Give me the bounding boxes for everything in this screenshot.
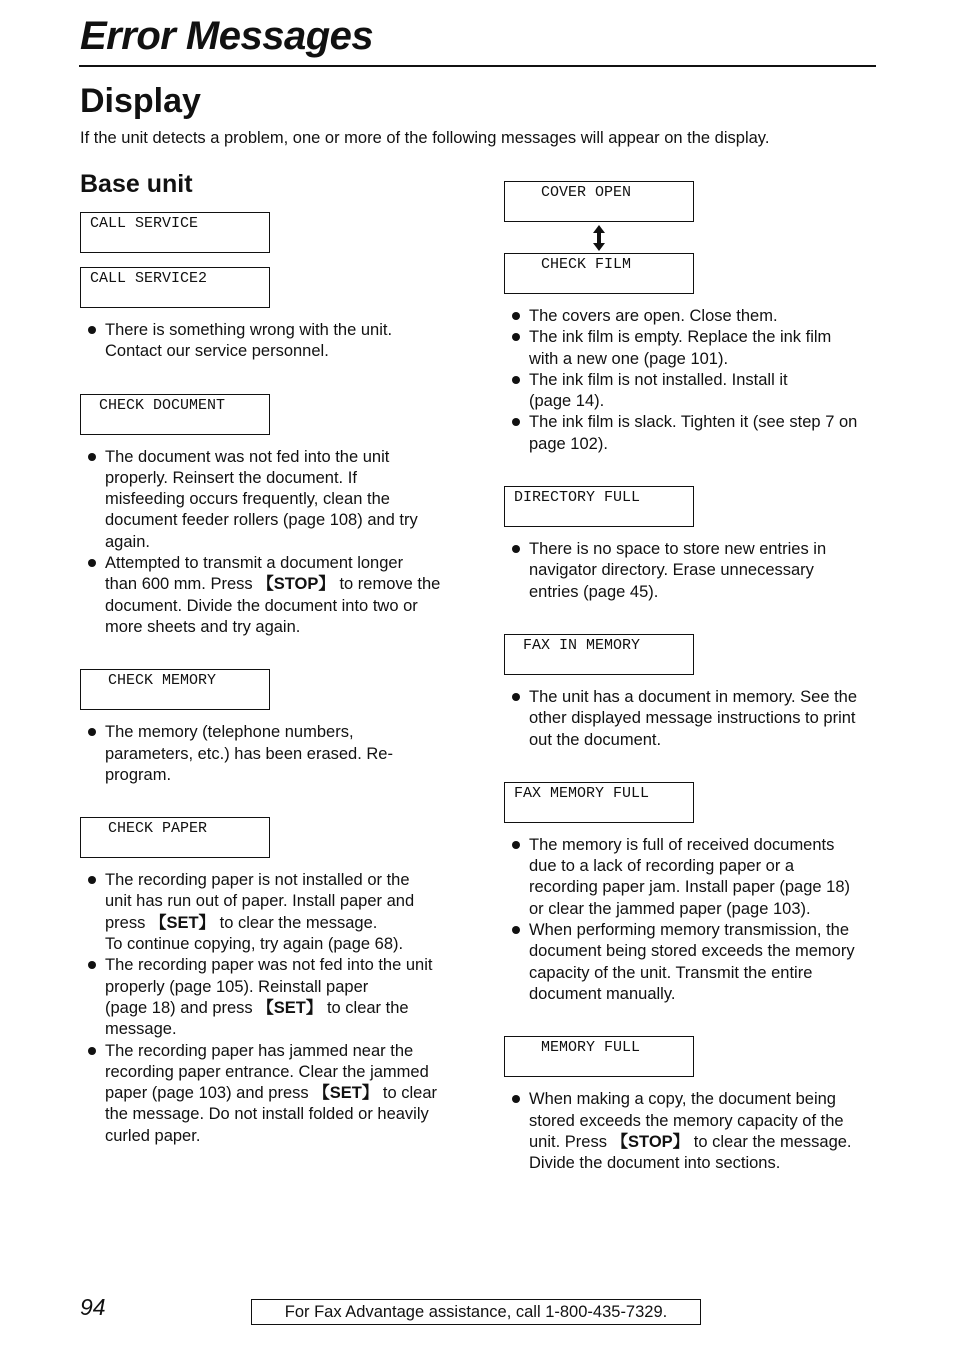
lcd-fax-memory-full: FAX MEMORY FULL bbox=[504, 782, 694, 823]
text-line: program. bbox=[105, 765, 172, 784]
text-line: The unit has a document in memory. See the bbox=[529, 687, 858, 706]
text-line: unit has run out of paper. Install paper and bbox=[105, 892, 415, 911]
text-line: or clear the jammed paper (page 103). bbox=[529, 899, 811, 918]
check-paper-list bbox=[80, 870, 452, 1147]
text-line: To continue copying, try again (page 68). bbox=[105, 935, 404, 954]
text-line bbox=[529, 1132, 880, 1153]
fax-in-memory-list bbox=[504, 687, 880, 751]
subsection-title: Base unit bbox=[80, 170, 193, 198]
list-item bbox=[504, 920, 880, 1005]
text-run: (page 18) and press bbox=[105, 998, 258, 1017]
stop-key-label: 【STOP】 bbox=[257, 575, 335, 594]
text-line: The ink film is slack. Tighten it (see step 7 on bbox=[529, 413, 858, 432]
list-item bbox=[80, 553, 452, 638]
text-line: There is something wrong with the unit. bbox=[105, 321, 393, 339]
text-line: the message. Do not install folded or heavily bbox=[105, 1105, 429, 1124]
list-item bbox=[80, 722, 452, 786]
text-line: other displayed message instructions to print bbox=[529, 709, 856, 728]
list-item bbox=[80, 870, 452, 955]
lcd-check-film: CHECK FILM bbox=[504, 253, 694, 294]
list-item bbox=[504, 1089, 880, 1174]
lcd-check-paper: CHECK PAPER bbox=[80, 817, 270, 858]
text-run: than 600 mm. Press bbox=[105, 575, 258, 594]
text-line: The recording paper was not fed into the unit bbox=[105, 956, 433, 975]
list-item bbox=[504, 539, 880, 603]
text-line: parameters, etc.) has been erased. Re- bbox=[105, 744, 393, 763]
text-line: Divide the document into sections. bbox=[529, 1154, 781, 1173]
text-line: The ink film is not installed. Install it bbox=[529, 370, 788, 389]
title-rule bbox=[79, 65, 876, 67]
text-line: capacity of the unit. Transmit the entire bbox=[529, 963, 813, 982]
text-line bbox=[105, 1083, 452, 1104]
text-line: message. bbox=[105, 1020, 177, 1039]
text-line: recording paper entrance. Clear the jammed bbox=[105, 1062, 429, 1081]
text-line bbox=[105, 574, 452, 595]
lcd-check-document: CHECK DOCUMENT bbox=[80, 394, 270, 435]
text-line: properly (page 105). Reinstall paper bbox=[105, 977, 369, 996]
text-run: to clear the message. bbox=[215, 913, 378, 932]
page-number: 94 bbox=[80, 1294, 106, 1320]
stop-key-label: 【STOP】 bbox=[611, 1132, 690, 1151]
text-line: recording paper jam. Install paper (page 18) bbox=[529, 878, 851, 897]
text-line: due to a lack of recording paper or a bbox=[529, 857, 795, 876]
text-run: to remove the bbox=[334, 575, 441, 594]
text-line: The memory is full of received documents bbox=[529, 835, 835, 854]
text-line bbox=[105, 913, 452, 934]
text-line: with a new one (page 101). bbox=[529, 349, 729, 368]
section-title: Display bbox=[80, 82, 201, 120]
text-line: The recording paper has jammed near the bbox=[105, 1041, 414, 1060]
text-line: misfeeding occurs frequently, clean the bbox=[105, 490, 390, 509]
check-document-list bbox=[80, 447, 452, 639]
list-item bbox=[504, 370, 880, 413]
call-service-list bbox=[80, 320, 452, 363]
directory-full-list bbox=[504, 539, 880, 603]
intro-text: If the unit detects a problem, one or more of the following messages will appear on the display. bbox=[80, 129, 770, 147]
text-line: document. Divide the document into two or bbox=[105, 596, 418, 615]
text-line: document manually. bbox=[529, 984, 676, 1003]
text-run: to clear bbox=[378, 1084, 438, 1103]
lcd-fax-in-memory: FAX IN MEMORY bbox=[504, 634, 694, 675]
check-memory-list bbox=[80, 722, 452, 786]
text-run: to clear the bbox=[322, 998, 409, 1017]
list-item bbox=[80, 1041, 452, 1147]
text-run: to clear the message. bbox=[689, 1132, 852, 1151]
lcd-check-memory: CHECK MEMORY bbox=[80, 669, 270, 710]
text-line: document being stored exceeds the memory bbox=[529, 942, 855, 961]
cover-open-list bbox=[504, 306, 880, 455]
text-line: again. bbox=[105, 532, 150, 551]
assistance-note: For Fax Advantage assistance, call 1-800-435-7329. bbox=[251, 1299, 701, 1325]
text-line: There is no space to store new entries in bbox=[529, 540, 827, 559]
list-item bbox=[504, 412, 880, 455]
text-line: When performing memory transmission, the bbox=[529, 921, 850, 940]
list-item bbox=[504, 327, 880, 370]
lcd-directory-full: DIRECTORY FULL bbox=[504, 486, 694, 527]
text-line: The memory (telephone numbers, bbox=[105, 723, 354, 742]
set-key-label: 【SET】 bbox=[313, 1084, 379, 1103]
lcd-memory-full: MEMORY FULL bbox=[504, 1036, 694, 1077]
text-line: navigator directory. Erase unnecessary bbox=[529, 561, 814, 580]
set-key-label: 【SET】 bbox=[149, 913, 216, 932]
fax-memory-full-list bbox=[504, 835, 880, 1005]
text-run: paper (page 103) and press bbox=[105, 1084, 314, 1103]
text-line: document feeder rollers (page 108) and try bbox=[105, 511, 418, 530]
text-line: The ink film is empty. Replace the ink film bbox=[529, 328, 832, 347]
text-line: The recording paper is not installed or the bbox=[105, 871, 410, 890]
text-line: page 102). bbox=[529, 434, 608, 453]
memory-full-list bbox=[504, 1089, 880, 1174]
text-line: stored exceeds the memory capacity of the bbox=[529, 1111, 844, 1130]
text-line: (page 14). bbox=[529, 392, 605, 411]
left-column bbox=[80, 212, 452, 1147]
text-line: When making a copy, the document being bbox=[529, 1090, 836, 1109]
set-key-label: 【SET】 bbox=[257, 998, 323, 1017]
text-line: The document was not fed into the unit bbox=[105, 447, 390, 466]
list-item bbox=[80, 447, 452, 553]
text-line: more sheets and try again. bbox=[105, 617, 301, 636]
text-line: entries (page 45). bbox=[529, 582, 659, 601]
text-run: press bbox=[105, 913, 150, 932]
list-item bbox=[80, 955, 452, 1040]
text-line: properly. Reinsert the document. If bbox=[105, 468, 357, 487]
text-line: out the document. bbox=[529, 730, 662, 749]
list-item bbox=[504, 835, 880, 920]
text-line: The covers are open. Close them. bbox=[529, 307, 778, 325]
up-down-arrow-icon bbox=[504, 222, 694, 253]
text-run: unit. Press bbox=[529, 1132, 612, 1151]
text-line: Attempted to transmit a document longer bbox=[105, 554, 404, 573]
page-title: Error Messages bbox=[80, 14, 374, 58]
right-column bbox=[504, 181, 880, 1174]
list-item bbox=[504, 306, 880, 327]
text-line: curled paper. bbox=[105, 1126, 201, 1145]
lcd-call-service: CALL SERVICE bbox=[80, 212, 270, 253]
text-line: Contact our service personnel. bbox=[105, 342, 329, 361]
lcd-cover-open: COVER OPEN bbox=[504, 181, 694, 222]
lcd-call-service2: CALL SERVICE2 bbox=[80, 267, 270, 308]
text-line bbox=[105, 998, 452, 1019]
list-item bbox=[80, 320, 452, 363]
list-item bbox=[504, 687, 880, 751]
